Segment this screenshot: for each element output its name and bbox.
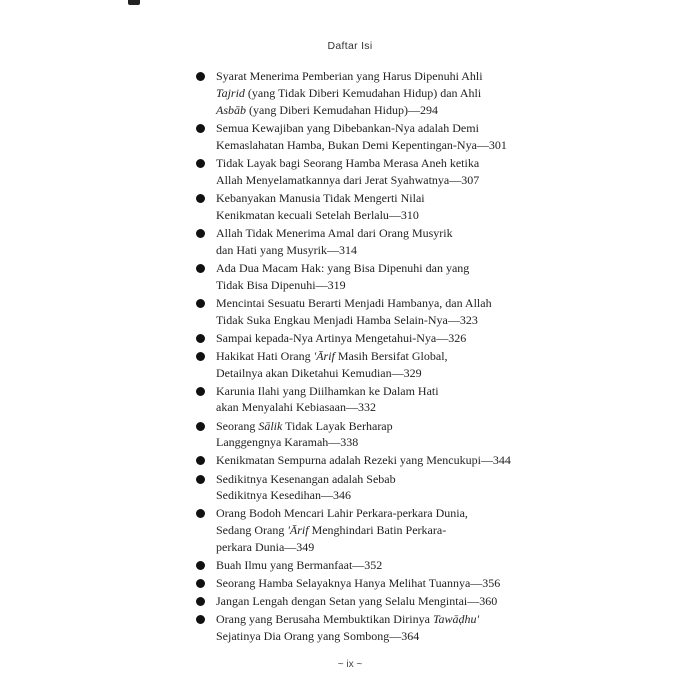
toc-text: Seorang Hamba Selayaknya Hanya Melihat Tuannya—356 <box>216 576 501 591</box>
bullet-icon <box>196 509 205 518</box>
toc-text: (yang Diberi Kemudahan Hidup)—294 <box>246 102 438 117</box>
toc-entry <box>196 505 536 556</box>
toc-entry-line <box>216 330 536 347</box>
toc-entry-line <box>216 242 536 259</box>
bullet-icon <box>196 352 205 361</box>
bullet-icon <box>196 72 205 81</box>
toc-entry <box>196 611 536 645</box>
toc-text: Buah Ilmu yang Bermanfaat—352 <box>216 558 383 573</box>
toc-entry <box>196 155 536 189</box>
toc-text: Sedikitnya Kesenangan adalah Sebab <box>216 471 396 486</box>
toc-text: akan Menyalahi Kebiasaan—332 <box>216 400 376 415</box>
toc-entry <box>196 190 536 224</box>
toc-entry-line <box>216 593 536 610</box>
toc-text: Semua Kewajiban yang Dibebankan-Nya adalah Demi <box>216 120 479 135</box>
toc-entry-line <box>216 628 536 645</box>
toc-entry-line <box>216 312 536 329</box>
toc-entry-line <box>216 207 536 224</box>
toc-entry <box>196 418 536 452</box>
toc-text: Karunia Ilahi yang Diilhamkan ke Dalam Hati <box>216 383 439 398</box>
toc-text: Sejatinya Dia Orang yang Sombong—364 <box>216 629 420 644</box>
toc-entry-line <box>216 383 536 400</box>
toc-text: Kenikmatan kecuali Setelah Berlalu—310 <box>216 207 419 222</box>
toc-entry <box>196 295 536 329</box>
toc-entry-line <box>216 120 536 137</box>
bullet-icon <box>196 334 205 343</box>
bullet-icon <box>196 579 205 588</box>
toc-entry-line <box>216 575 536 592</box>
toc-italic-term: Sālik <box>258 418 283 433</box>
toc-italic-term: Tawāḍhu' <box>432 612 480 627</box>
toc-entry-line <box>216 102 536 119</box>
toc-entry-line <box>216 225 536 242</box>
toc-italic-term: Tajrid <box>216 85 245 100</box>
toc-text: Tidak Layak Berharap <box>282 418 393 433</box>
toc-text: Syarat Menerima Pemberian yang Harus Dipenuhi Ahli <box>216 69 483 83</box>
bullet-icon <box>196 299 205 308</box>
toc-entry-line <box>216 539 536 556</box>
toc-entry <box>196 348 536 382</box>
toc-entry-line <box>216 295 536 312</box>
toc-entry-line <box>216 365 536 382</box>
table-of-contents-list <box>196 68 536 646</box>
toc-text: Tidak Bisa Dipenuhi—319 <box>216 277 346 292</box>
toc-entry <box>196 260 536 294</box>
toc-entry-line <box>216 487 536 504</box>
toc-text: (yang Tidak Diberi Kemudahan Hidup) dan Ahli <box>244 85 482 100</box>
toc-text: Kemaslahatan Hamba, Bukan Demi Kepentingan-Nya—301 <box>216 137 507 152</box>
toc-text: Ada Dua Macam Hak: yang Bisa Dipenuhi dan yang <box>216 260 470 275</box>
toc-entry-line <box>216 68 536 85</box>
bullet-icon <box>196 264 205 273</box>
toc-entry <box>196 383 536 417</box>
toc-text: Orang Bodoh Mencari Lahir Perkara-perkara Dunia, <box>216 506 468 521</box>
toc-entry-line <box>216 434 536 451</box>
toc-entry-line <box>216 277 536 294</box>
toc-entry-line <box>216 260 536 277</box>
toc-entry-line <box>216 471 536 488</box>
bullet-icon <box>196 615 205 624</box>
toc-entry <box>196 471 536 505</box>
toc-entry-line <box>216 418 536 435</box>
toc-text: Tidak Layak bagi Seorang Hamba Merasa Aneh ketika <box>216 155 480 170</box>
toc-entry <box>196 593 536 610</box>
bullet-icon <box>196 159 205 168</box>
toc-text: Allah Tidak Menerima Amal dari Orang Musyrik <box>216 225 453 240</box>
toc-text: Menghindari Batin Perkara- <box>308 523 447 538</box>
toc-text: Sampai kepada-Nya Artinya Mengetahui-Nya—326 <box>216 330 467 345</box>
toc-text: dan Hati yang Musyrik—314 <box>216 242 357 257</box>
bullet-icon <box>196 387 205 396</box>
toc-entry-line <box>216 399 536 416</box>
toc-entry-line <box>216 137 536 154</box>
toc-entry-line <box>216 172 536 189</box>
toc-entry <box>196 575 536 592</box>
toc-entry-line <box>216 348 536 365</box>
bullet-icon <box>196 475 205 484</box>
toc-text: Langgengnya Karamah—338 <box>216 435 359 450</box>
bullet-icon <box>196 456 205 465</box>
toc-text: Seorang <box>216 418 259 433</box>
toc-entry <box>196 452 536 469</box>
toc-italic-term: 'Ārif <box>313 348 335 363</box>
bullet-icon <box>196 194 205 203</box>
toc-entry-line <box>216 505 536 522</box>
toc-text: Masih Bersifat Global, <box>334 348 448 363</box>
bullet-icon <box>196 561 205 570</box>
toc-text: Hakikat Hati Orang <box>216 348 314 363</box>
page-number: ~ ix ~ <box>337 659 363 670</box>
toc-entry-line <box>216 190 536 207</box>
toc-entry-line <box>216 452 536 469</box>
toc-entry <box>196 225 536 259</box>
bullet-icon <box>196 124 205 133</box>
toc-text: Mencintai Sesuatu Berarti Menjadi Hambanya, dan Allah <box>216 295 492 310</box>
page-corner-mark <box>128 0 140 5</box>
toc-entry <box>196 557 536 574</box>
toc-text: Sedang Orang <box>216 523 288 538</box>
page-header-title: Daftar Isi <box>327 40 373 52</box>
toc-entry <box>196 120 536 154</box>
toc-entry-line <box>216 85 536 102</box>
toc-text: Jangan Lengah dengan Setan yang Selalu Mengintai—360 <box>216 594 498 609</box>
toc-italic-term: Asbāb <box>216 102 246 117</box>
toc-entry <box>196 330 536 347</box>
toc-italic-term: 'Ārif <box>287 523 309 538</box>
toc-entry-line <box>216 557 536 574</box>
toc-text: Kenikmatan Sempurna adalah Rezeki yang Mencukupi—344 <box>216 453 511 468</box>
toc-entry-line <box>216 155 536 172</box>
toc-text: Detailnya akan Diketahui Kemudian—329 <box>216 365 422 380</box>
toc-text: Kebanyakan Manusia Tidak Mengerti Nilai <box>216 190 425 205</box>
bullet-icon <box>196 422 205 431</box>
toc-entry-line <box>216 611 536 628</box>
toc-text: perkara Dunia—349 <box>216 540 315 555</box>
toc-text: Orang yang Berusaha Membuktikan Dirinya <box>216 612 433 627</box>
toc-text: Tidak Suka Engkau Menjadi Hamba Selain-Nya—323 <box>216 312 478 327</box>
bullet-icon <box>196 229 205 238</box>
toc-entry-line <box>216 522 536 539</box>
toc-entry <box>196 68 536 119</box>
toc-text: Allah Menyelamatkannya dari Jerat Syahwatnya—307 <box>216 172 480 187</box>
bullet-icon <box>196 597 205 606</box>
toc-text: Sedikitnya Kesedihan—346 <box>216 488 351 503</box>
